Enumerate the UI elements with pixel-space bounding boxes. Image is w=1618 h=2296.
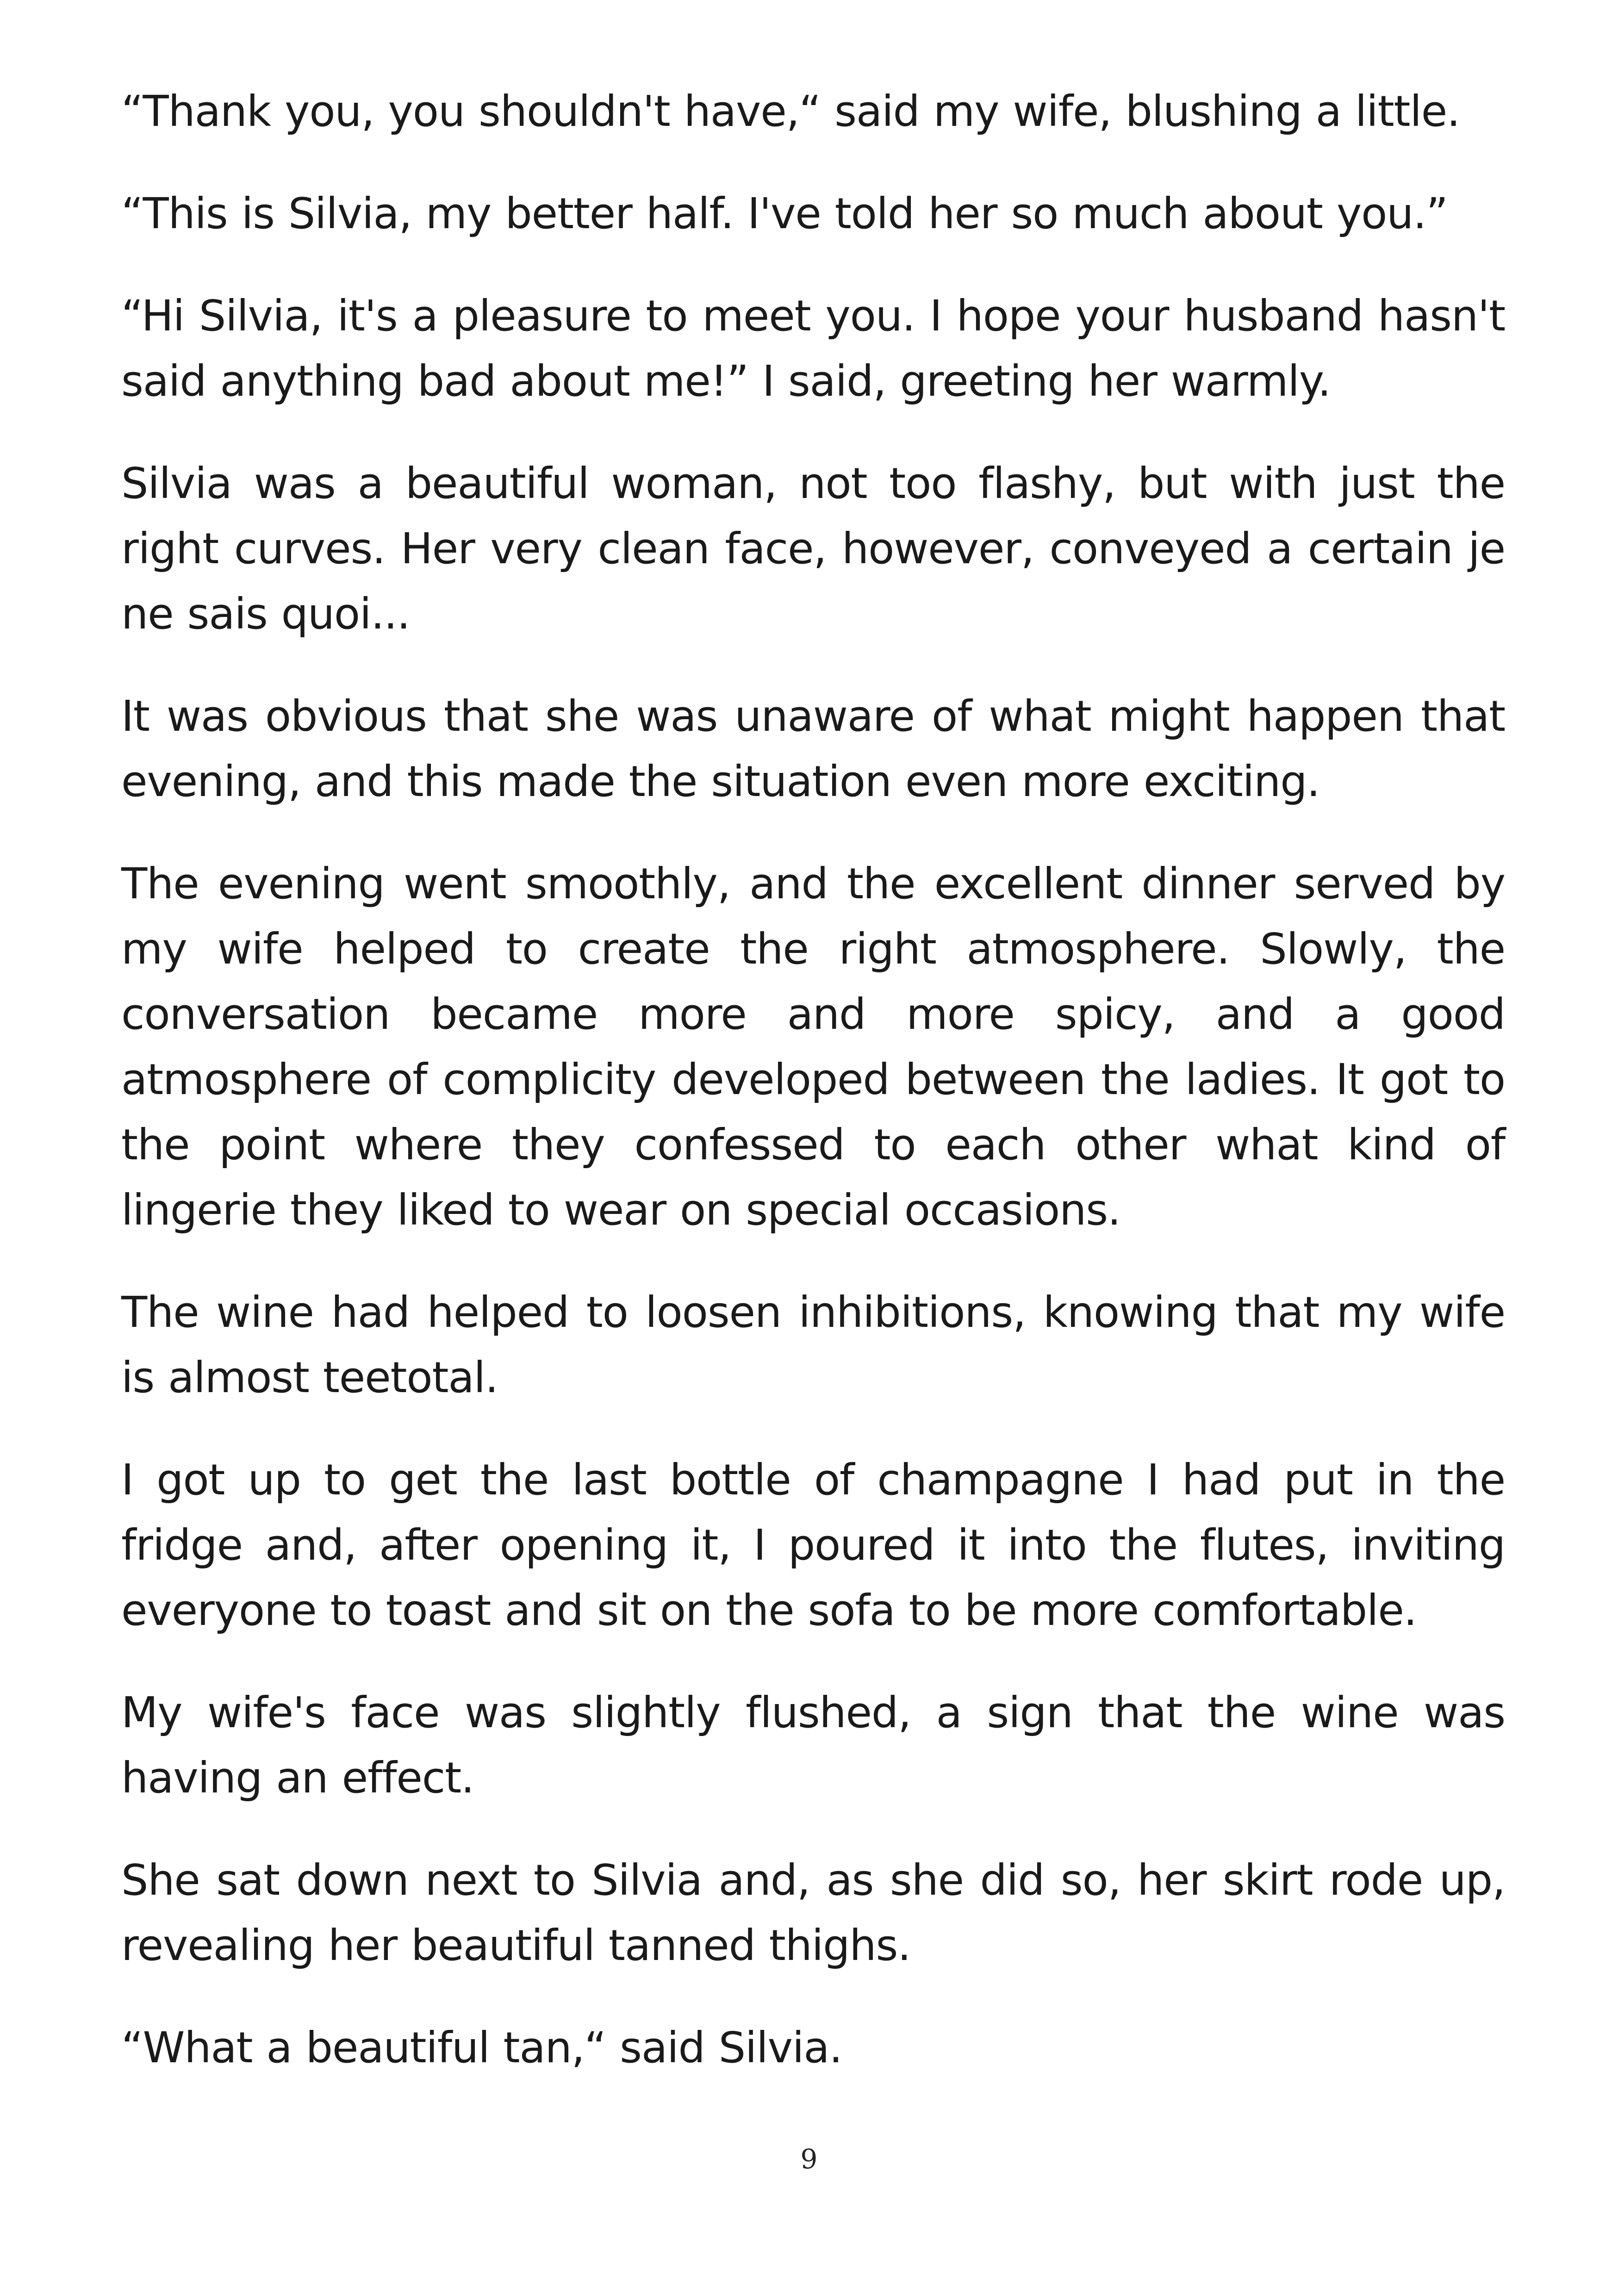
paragraph: “Thank you, you shouldn't have,“ said my wife, blushing a little. [121,87,1460,136]
page-number: 9 [800,2143,818,2175]
paragraph: I got up to get the last bottle of champagne I had put in the fridge and, after opening it, I poured it into the flutes, inviting everyone to toast and sit on the sofa to be more comfortable. [121,1455,1505,1635]
paragraph: My wife's face was slightly flushed, a sign that the wine was having an effect. [121,1688,1505,1803]
paragraph: The wine had helped to loosen inhibitions, knowing that my wife is almost teetotal. [121,1288,1505,1402]
body-text [121,79,1505,2117]
paragraph: Silvia was a beautiful woman, not too flashy, but with just the right curves. Her very clean face, however, conveyed a certain je ne sais quoi... [121,459,1505,639]
paragraph: “Hi Silvia, it's a pleasure to meet you. I hope your husband hasn't said anything bad about me!” I said, greeting her warmly. [121,291,1505,406]
paragraph: It was obvious that she was unaware of what might happen that evening, and this made the situation even more exciting. [121,691,1505,806]
paragraph: “What a beautiful tan,“ said Silvia. [121,2023,842,2072]
paragraph: “This is Silvia, my better half. I've told her so much about you.” [121,189,1448,238]
paragraph: She sat down next to Silvia and, as she did so, her skirt rode up, revealing her beautiful tanned thighs. [121,1855,1505,1970]
paragraph: The evening went smoothly, and the excellent dinner served by my wife helped to create the right atmosphere. Slowly, the conversation became more and more spicy, and a good atmosphere of complicity developed between the ladies. It got to the point where they confessed to each other what kind of lingerie they liked to wear on special occasions. [121,859,1505,1235]
